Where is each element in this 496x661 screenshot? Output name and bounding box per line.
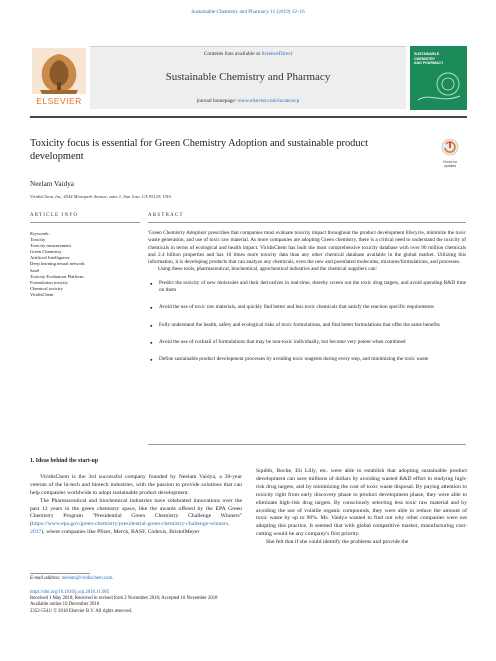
dates-line: Received 1 May 2018; Received in revised form 2 November 2018; Accepted 10 November 2018 <box>30 596 218 602</box>
body-paragraph: ViridisChem is the 3rd successful company founded by Neelam Vaidya, a 30-year veteran of the hi-tech and biotech industries, with the passion to provide solutions that can help companies worldwide to adopt sustainable product development. <box>30 473 242 496</box>
abstract-bullet: ● Fully understand the health, safety and ecological risks of toxic formulations, and find better formulations that offer the same benefits <box>148 322 466 329</box>
article-info-rule <box>30 222 140 223</box>
keyword: SaaS <box>30 267 40 273</box>
badge-label: Check for <box>442 160 458 164</box>
abstract-heading: ABSTRACT <box>148 213 184 218</box>
keywords-label: Keywords: <box>30 231 50 236</box>
abstract-bullet: ● Predict the toxicity of new molecules and their derivatives in real-time, thereby screen out the toxic drug targets, and avoid spending R&D time on them <box>148 280 466 295</box>
journal-cover <box>410 46 467 110</box>
abstract-rule <box>148 222 466 223</box>
epa-link[interactable]: https://www.epa.gov/green-chemistry/presidential-green-chemistry-challenge-winners <box>31 521 229 528</box>
body-right-column <box>256 468 467 547</box>
section-heading: 1. Ideas behind the start-up <box>30 458 99 464</box>
journal-banner <box>90 46 406 109</box>
abstract-bullet: ● Define sustainable product development processes by avoiding toxic reagents during every step, and minimizing the toxic waste <box>148 356 466 363</box>
contents-line: Contents lists available at ScienceDirect <box>203 51 293 57</box>
keyword: Chemical toxicity <box>30 285 63 291</box>
author-affiliation: ViridisChem, Inc, 4544 Moorpark Avenue, suite 1, San Jose, CA 95129, USA <box>30 194 171 199</box>
keyword: Toxicity Evaluation Platform <box>30 273 84 279</box>
body-paragraph: The Pharmaceutical and biochemical industries have celebrated innovations over the past 12 years in the green chemistry space, like the awards offered by the EPA Green Chemistry Program "Presidential Green Chemistry Challenge Winners" (https://www.epa.gov/green-chemistry/presidential-green-chemistry-challenge-winners, 2017), where companies like Pfizer, Merck, BASF, Codexis, BristolMeyer <box>30 497 242 536</box>
keyword: Green Chemistry <box>30 249 62 255</box>
abstract-bottom-rule <box>148 444 466 445</box>
elsevier-logo <box>30 46 88 110</box>
citation-year-link[interactable]: , 2017 <box>30 521 230 536</box>
keyword: Formulation toxicity <box>30 279 68 285</box>
abstract-paragraph: Using these tools, pharmaceutical, biochemical, agrochemical industries and the chemical suppliers can: <box>158 266 377 273</box>
body-paragraph: Squibb, Roche, Eli Lilly, etc. were able to establish that adopting sustainable product development can save millions of dollars by avoiding wasted R&D effort in studying high-risk drug targets, and by minimizing the cost of toxic waste disposal. By paying attention to toxicity right from early discovery phase to product development phase, they were able to eliminate high-risk drug targets. By consciously selecting less toxic raw material and by avoiding the use of volatile organic compounds, they were able to reduce the amount of toxic waste by up to 90%. Ms. Vaidya wanted to find out why other companies were not adopting this practice. It seemed that with global competitive market, manufacturing cost-cutting would be any company's first priority. <box>256 468 467 538</box>
check-for-updates-icon <box>435 138 465 156</box>
body-paragraph: She felt that if she could identify the problems and provide the <box>266 539 409 546</box>
footer-block <box>30 590 218 615</box>
article-info-heading: ARTICLE INFO <box>30 213 79 218</box>
abstract-bullet: ● Avoid the use of cocktail of formulations that may be non-toxic individually, but become very potent when combined <box>148 339 466 346</box>
cover-line: SUSTAINABLE <box>414 52 440 56</box>
keyword: Toxicity <box>30 237 46 243</box>
author-name[interactable]: Neelam Vaidya <box>30 180 74 188</box>
masthead-divider <box>30 116 467 118</box>
abstract-bullet: ● Avoid the use of toxic raw materials, and quickly find better and less toxic chemicals that satisfy the reaction specific requirements <box>148 304 466 311</box>
cover-art <box>410 46 467 110</box>
abstract-body <box>148 230 466 374</box>
elsevier-wordmark: ELSEVIER <box>36 96 82 106</box>
body-left-column <box>30 458 242 537</box>
check-for-updates-badge[interactable] <box>435 138 465 168</box>
keyword: Deep learning neural network <box>30 261 85 267</box>
journal-title: Sustainable Chemistry and Pharmacy <box>165 71 331 83</box>
homepage-link[interactable]: www.elsevier.com/locate/scp <box>237 98 300 104</box>
keywords-block <box>30 231 140 298</box>
doi-link[interactable]: https://doi.org/10.1016/j.scp.2018.11.005 <box>30 590 110 595</box>
sciencedirect-link[interactable]: ScienceDirect <box>261 51 293 57</box>
keyword: Toxicity measurement <box>30 243 71 249</box>
online-line: Available online 10 December 2018 <box>30 602 100 608</box>
email-link[interactable]: neelam@viridischem.com <box>61 576 113 581</box>
abstract-bullet-list <box>148 280 466 364</box>
masthead <box>30 46 467 110</box>
journal-reference[interactable]: Sustainable Chemistry and Pharmacy 11 (2019) 12–16 <box>191 9 305 15</box>
keyword: Artificial Intelligence <box>30 255 70 261</box>
homepage-line: journal homepage: www.elsevier.com/locate/scp <box>196 98 300 104</box>
email-footnote: E-mail address: neelam@viridischem.com. <box>30 576 114 581</box>
cover-line: CHEMISTRY <box>414 56 436 61</box>
footnote-rule <box>30 573 90 574</box>
keyword: ViridisChem <box>30 291 54 297</box>
abstract-paragraph: 'Green Chemistry Adoption' prescribes that companies must evaluate toxicity impact throughout the product development lifecycle, minimize the toxic waste generation, and use of toxic raw material. As more companies are adopting Green chemistry, there is a critical need to understand the toxicity of chemicals in terms of ecological and health impact. ViridisChem has built the most comprehensive toxicity database with over 90 million chemicals and 2.4 billion properties and has 10 times more toxicity data than any other chemical database available in the global market. Utilizing this information, it is developing products that can analyze any chemicals, even the new and postulated molecules, mixtures/formulations, and processes. <box>148 230 466 266</box>
badge-label: updates <box>443 163 457 168</box>
article-title: Toxicity focus is essential for Green Chemistry Adoption and sustainable product development <box>30 138 369 162</box>
copyright-line: 2352-5541/ © 2018 Elsevier B.V. All rights reserved. <box>30 608 133 614</box>
cover-line: AND PHARMACY <box>414 61 444 66</box>
